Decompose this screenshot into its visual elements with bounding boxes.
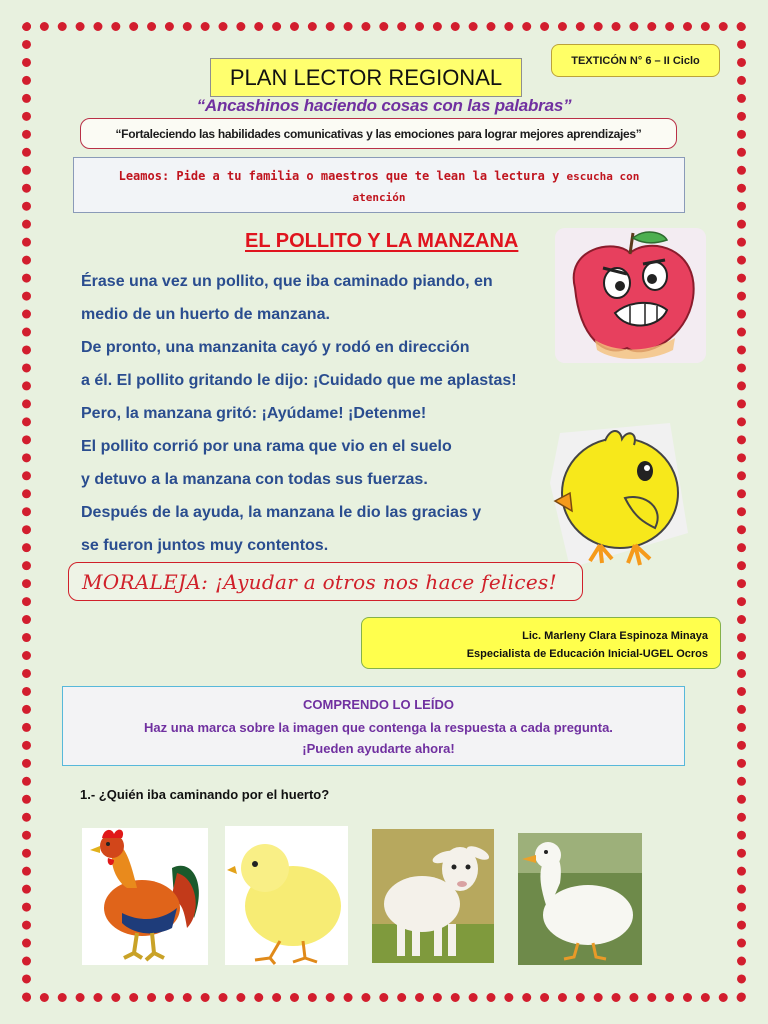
comprendo-title: COMPRENDO LO LEÍDO (303, 697, 454, 712)
story-line: a él. El pollito gritando le dijo: ¡Cuidado que me aplastas! (81, 372, 517, 389)
story-line: medio de un huerto de manzana. (81, 306, 330, 323)
question-1: 1.- ¿Quién iba caminando por el huerto? (80, 787, 330, 802)
texticon-badge: TEXTICÓN N° 6 – II Ciclo (551, 44, 720, 77)
story-line: El pollito corrió por una rama que vio en el suelo (81, 438, 452, 455)
author-name: Lic. Marleny Clara Espinoza Minaya (522, 630, 708, 642)
subtitle-box: “Fortaleciendo las habilidades comunicativas y las emociones para lograr mejores aprendizajes” (80, 118, 677, 149)
comprendo-help: ¡Pueden ayudarte ahora! (302, 741, 455, 756)
comprendo-instruction: Haz una marca sobre la imagen que contenga la respuesta a cada pregunta. (144, 720, 613, 735)
story-line: Después de la ayuda, la manzana le dio las gracias y (81, 504, 482, 521)
story-text (81, 265, 581, 562)
story-line: se fueron juntos muy contentos. (81, 537, 329, 554)
leamos-line1-small: escucha con (566, 170, 640, 183)
leamos-line1: Leamos: Pide a tu familia o maestros que te lean la lectura y (118, 169, 567, 183)
story-line: Pero, la manzana gritó: ¡Ayúdame! ¡Detenme! (81, 405, 427, 422)
apple-illustration (555, 228, 706, 363)
author-box (361, 617, 721, 669)
plan-title: PLAN LECTOR REGIONAL (210, 58, 522, 97)
author-role: Especialista de Educación Inicial-UGEL Ocros (466, 648, 708, 660)
story-line: De pronto, una manzanita cayó y rodó en dirección (81, 339, 470, 356)
lamb-image-option[interactable] (372, 829, 494, 963)
leamos-box (73, 157, 685, 213)
story-title: EL POLLITO Y LA MANZANA (245, 230, 519, 252)
chick-illustration (550, 423, 688, 568)
slogan: “Ancashinos haciendo cosas con las palabras” (196, 96, 572, 115)
story-line: Érase una vez un pollito, que iba caminado piando, en (81, 273, 493, 290)
rooster-image-option[interactable] (82, 828, 208, 965)
duck-image-option[interactable] (518, 833, 642, 965)
comprendo-box (62, 686, 685, 766)
story-line: y detuvo a la manzana con todas sus fuerzas. (81, 471, 428, 488)
moraleja-box: MORALEJA: ¡Ayudar a otros nos hace felices! (68, 562, 583, 601)
chick-image-option[interactable] (225, 826, 348, 965)
leamos-line2: atención (352, 191, 406, 204)
